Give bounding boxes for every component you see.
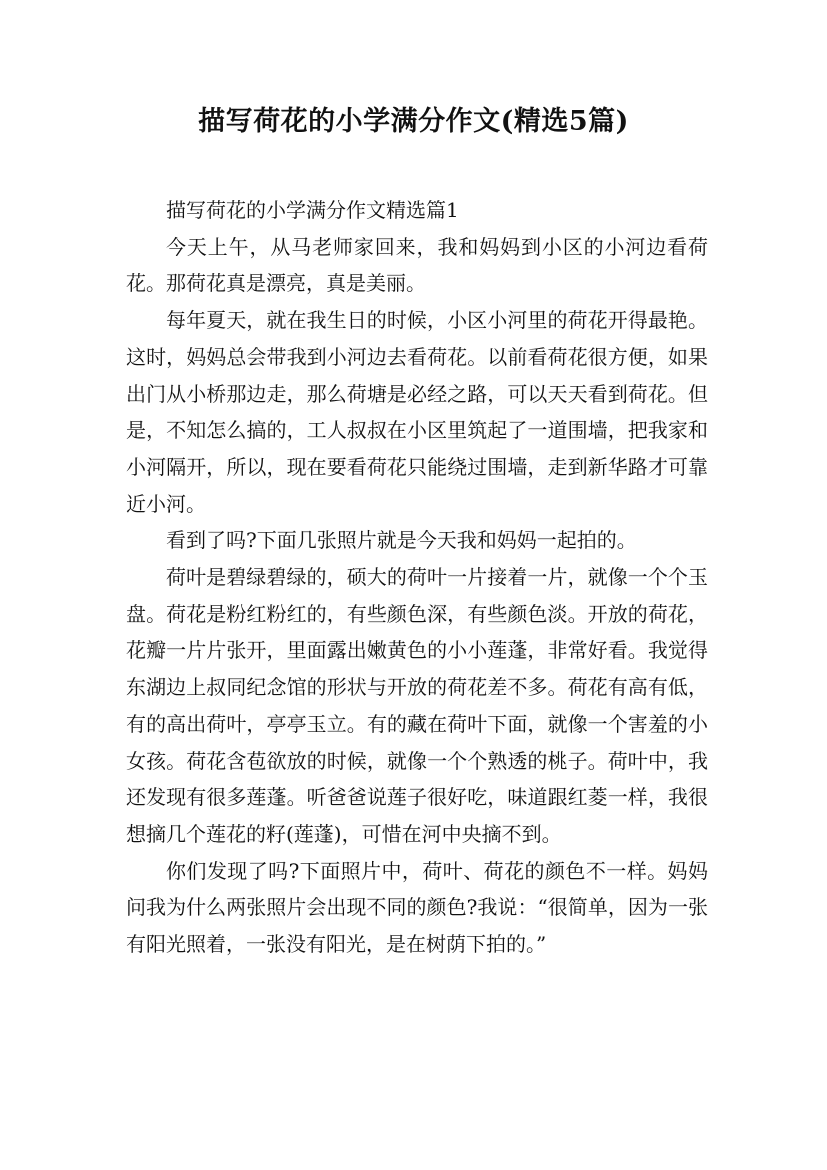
- paragraph: 今天上午，从马老师家回来，我和妈妈到小区的小河边看荷花。那荷花真是漂亮，真是美丽。: [126, 234, 708, 296]
- paragraph: 你们发现了吗?下面照片中，荷叶、荷花的颜色不一样。妈妈问我为什么两张照片会出现不同的颜色?我说：“很简单，因为一张有阳光照着，一张没有阳光，是在树荫下拍的。”: [126, 858, 708, 957]
- paragraph: 看到了吗?下面几张照片就是今天我和妈妈一起拍的。: [166, 528, 637, 553]
- section-heading: 描写荷花的小学满分作文精选篇1: [166, 198, 459, 222]
- article-body: [126, 192, 708, 963]
- document-title: 描写荷花的小学满分作文(精选5篇): [198, 106, 629, 137]
- paragraph: 荷叶是碧绿碧绿的，硕大的荷叶一片接着一片，就像一个个玉盘。荷花是粉红粉红的，有些颜色深，有些颜色淡。开放的荷花，花瓣一片片张开，里面露出嫩黄色的小小莲蓬，非常好看。我觉得东湖边上叔同纪念馆的形状与开放的荷花差不多。荷花有高有低，有的高出荷叶，亭亭玉立。有的藏在荷叶下面，就像一个害羞的小女孩。荷花含苞欲放的时候，就像一个个熟透的桃子。荷叶中，我还发现有很多莲蓬。听爸爸说莲子很好吃，味道跟红菱一样，我很想摘几个莲花的籽(莲蓬)，可惜在河中央摘不到。: [126, 565, 708, 846]
- paragraph: 每年夏天，就在我生日的时候，小区小河里的荷花开得最艳。这时，妈妈总会带我到小河边去看荷花。以前看荷花很方便，如果出门从小桥那边走，那么荷塘是必经之路，可以天天看到荷花。但是，不知怎么搞的，工人叔叔在小区里筑起了一道围墙，把我家和小河隔开，所以，现在要看荷花只能绕过围墙，走到新华路才可靠近小河。: [126, 308, 708, 516]
